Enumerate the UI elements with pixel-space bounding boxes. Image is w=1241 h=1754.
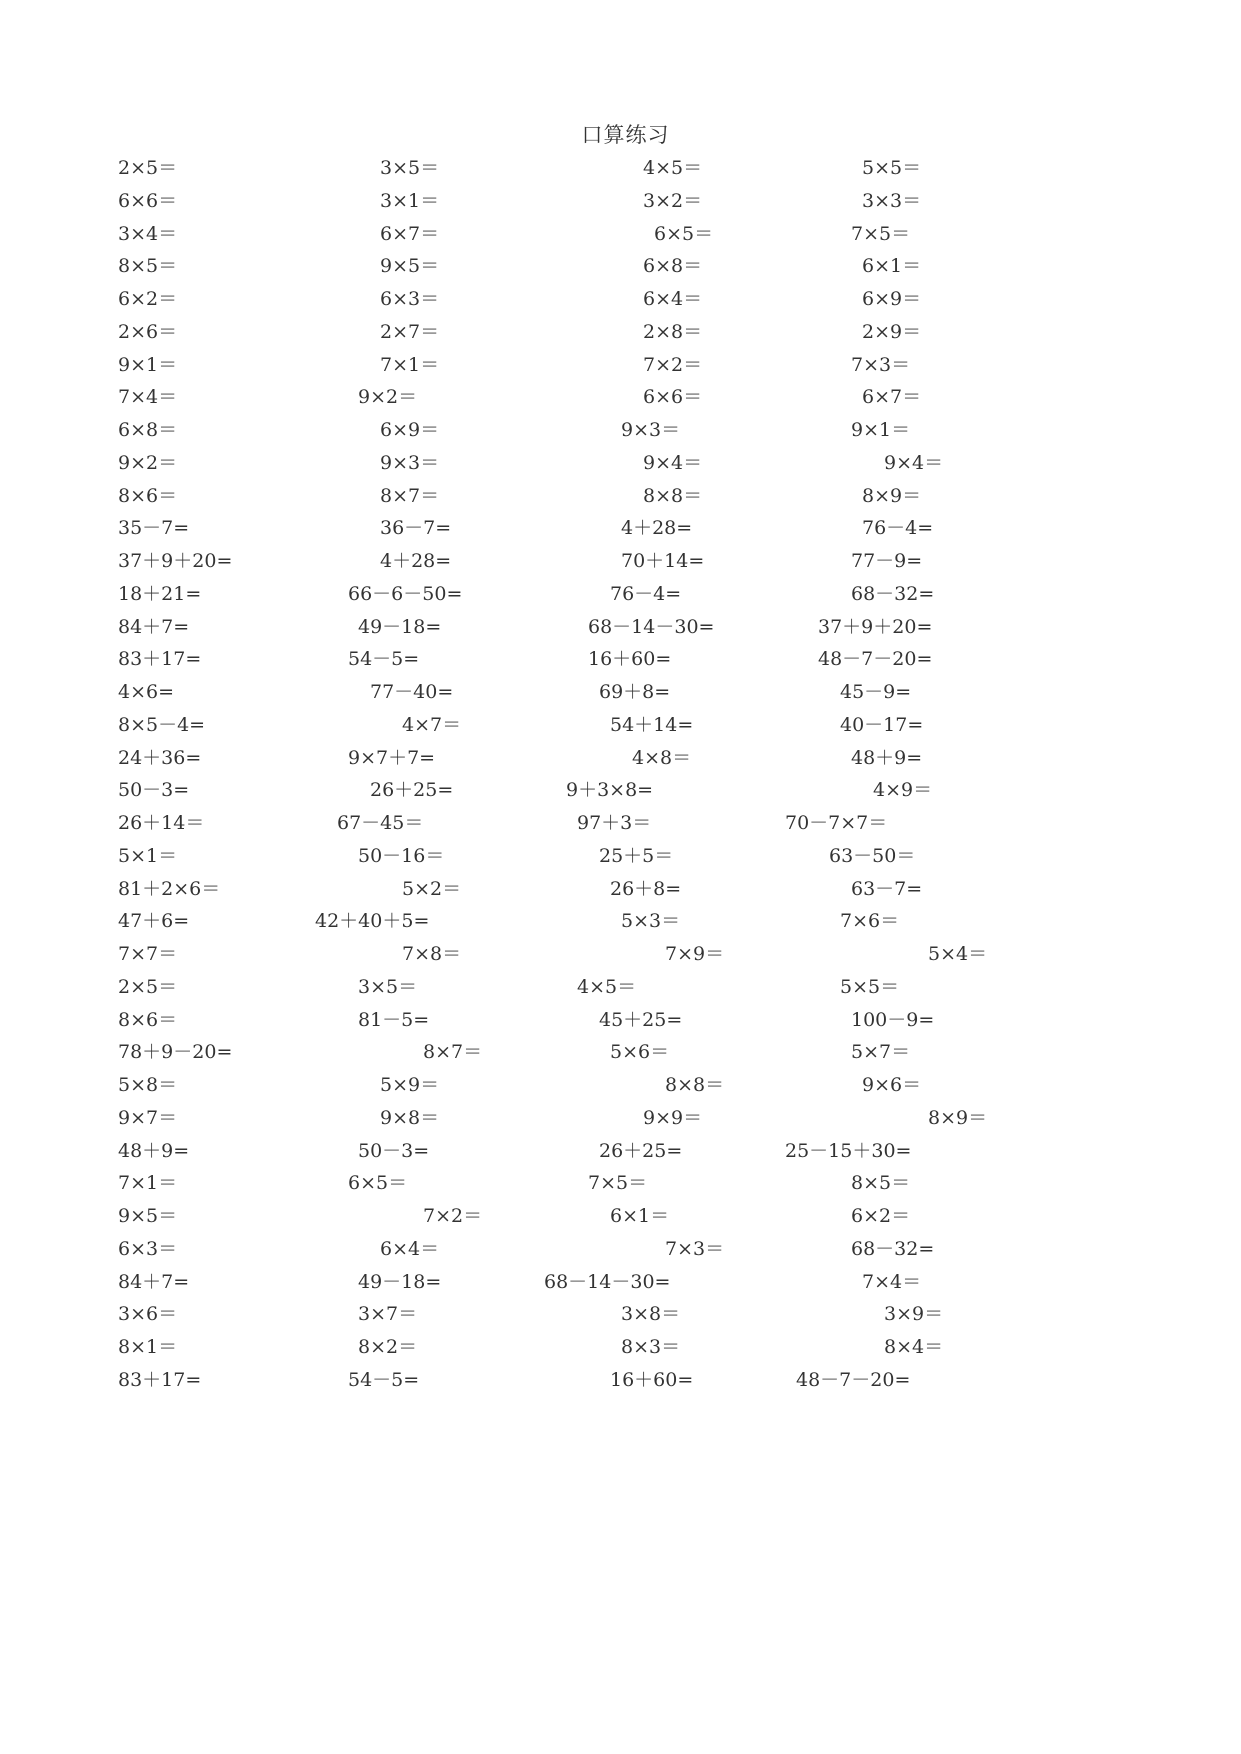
exercise-item: 7×4＝ <box>118 386 178 409</box>
exercise-item: 8×1＝ <box>118 1336 178 1358</box>
exercise-item: 6×6＝ <box>118 189 178 212</box>
exercise-item: 70＋14= <box>621 550 705 572</box>
exercise-item: 9×1＝ <box>118 353 178 376</box>
exercise-item: 50－3= <box>118 779 190 802</box>
exercise-item: 6×1＝ <box>610 1205 670 1227</box>
exercise-item: 7×6＝ <box>840 910 900 933</box>
exercise-row <box>0 1036 1241 1069</box>
exercise-row <box>0 414 1241 447</box>
exercise-row <box>0 381 1241 414</box>
exercise-item: 6×9＝ <box>380 419 440 441</box>
exercise-item: 81＋2×6＝ <box>118 877 221 900</box>
exercise-item: 8×6＝ <box>118 1008 178 1031</box>
exercise-item: 3×7＝ <box>358 1303 418 1326</box>
exercise-item: 5×5＝ <box>840 975 900 998</box>
exercise-row <box>0 742 1241 775</box>
exercise-item: 6×6＝ <box>643 386 703 409</box>
exercise-row <box>0 1331 1241 1364</box>
exercise-row <box>0 349 1241 382</box>
exercise-item: 2×7＝ <box>380 320 440 343</box>
page-title: 口算练习 <box>581 123 670 147</box>
exercise-item: 8×4＝ <box>884 1336 944 1358</box>
exercise-item: 69＋8= <box>599 681 671 703</box>
exercise-item: 9×3＝ <box>621 419 681 441</box>
exercise-item: 81－5= <box>358 1008 430 1031</box>
exercise-item: 7×4＝ <box>862 1270 922 1293</box>
exercise-item: 6×7＝ <box>380 222 440 245</box>
exercise-item: 68－14－30= <box>588 615 715 638</box>
exercise-item: 8×5＝ <box>851 1172 911 1195</box>
exercise-item: 50－16＝ <box>358 844 445 867</box>
exercise-row <box>0 447 1241 480</box>
exercise-item: 5×2＝ <box>402 877 462 900</box>
exercise-item: 68－14－30= <box>544 1270 671 1293</box>
exercise-item: 25－15＋30= <box>785 1139 912 1162</box>
exercise-item: 63－50＝ <box>829 844 916 867</box>
exercise-item: 9×2＝ <box>118 451 178 474</box>
exercise-item: 77－40= <box>370 681 454 703</box>
exercise-item: 3×1＝ <box>380 189 440 212</box>
exercise-item: 5×8＝ <box>118 1074 178 1096</box>
exercise-item: 9×5＝ <box>380 255 440 278</box>
exercise-row <box>0 218 1241 251</box>
exercise-item: 47＋6= <box>118 910 190 933</box>
exercise-item: 7×3＝ <box>665 1237 725 1260</box>
exercise-item: 3×8＝ <box>621 1303 681 1326</box>
exercise-row <box>0 709 1241 742</box>
exercise-item: 6×9＝ <box>862 288 922 310</box>
exercise-item: 2×5＝ <box>118 975 178 998</box>
exercise-item: 50－3= <box>358 1139 430 1162</box>
exercise-item: 84＋7= <box>118 1270 190 1293</box>
exercise-item: 8×2＝ <box>358 1336 418 1358</box>
exercise-row <box>0 1266 1241 1299</box>
exercise-item: 9×9＝ <box>643 1106 703 1129</box>
exercise-row <box>0 971 1241 1004</box>
exercise-item: 3×6＝ <box>118 1303 178 1326</box>
exercise-item: 7×7＝ <box>118 943 178 965</box>
exercise-item: 8×8＝ <box>665 1074 725 1096</box>
exercise-item: 63－7= <box>851 877 923 900</box>
exercise-item: 5×1＝ <box>118 844 178 867</box>
exercise-item: 8×3＝ <box>621 1336 681 1358</box>
exercise-item: 68－32= <box>851 1237 935 1260</box>
exercise-item: 76－4= <box>862 517 934 540</box>
exercise-row <box>0 873 1241 906</box>
exercise-row <box>0 1167 1241 1200</box>
exercise-item: 6×8＝ <box>118 419 178 441</box>
exercise-item: 45－9= <box>840 681 912 703</box>
exercise-item: 83＋17= <box>118 1368 202 1391</box>
exercise-item: 7×1＝ <box>380 353 440 376</box>
exercise-item: 16＋60= <box>610 1368 694 1391</box>
exercise-item: 76－4= <box>610 582 682 605</box>
exercise-item: 25＋5＝ <box>599 844 674 867</box>
exercise-item: 26＋25= <box>370 779 454 802</box>
exercise-row <box>0 578 1241 611</box>
exercise-item: 2×8＝ <box>643 320 703 343</box>
exercise-item: 77－9= <box>851 550 923 572</box>
exercise-row <box>0 283 1241 316</box>
exercise-item: 9×4＝ <box>884 451 944 474</box>
exercise-item: 40－17= <box>840 713 924 736</box>
exercise-item: 8×7＝ <box>380 484 440 507</box>
exercise-item: 45＋25= <box>599 1008 683 1031</box>
exercise-item: 7×8＝ <box>402 943 462 965</box>
exercise-row <box>0 807 1241 840</box>
exercise-item: 8×5－4= <box>118 713 206 736</box>
exercise-item: 54＋14= <box>610 713 694 736</box>
exercise-item: 7×1＝ <box>118 1172 178 1195</box>
exercise-item: 7×3＝ <box>851 353 911 376</box>
exercise-item: 7×5＝ <box>851 222 911 245</box>
exercise-item: 7×5＝ <box>588 1172 648 1195</box>
exercise-item: 6×3＝ <box>380 288 440 310</box>
exercise-row <box>0 185 1241 218</box>
exercise-row <box>0 316 1241 349</box>
exercise-item: 84＋7= <box>118 615 190 638</box>
exercise-item: 6×5＝ <box>654 222 714 245</box>
exercise-item: 8×8＝ <box>643 484 703 507</box>
exercise-row <box>0 1102 1241 1135</box>
exercise-item: 83＋17= <box>118 648 202 671</box>
exercise-item: 54－5= <box>348 1368 420 1391</box>
exercise-item: 4×5＝ <box>577 975 637 998</box>
exercise-item: 6×2＝ <box>118 288 178 310</box>
exercise-item: 48－7－20= <box>796 1368 911 1391</box>
exercise-item: 4×5＝ <box>643 157 703 179</box>
exercise-item: 9×1＝ <box>851 419 911 441</box>
exercise-row <box>0 480 1241 513</box>
exercise-item: 18＋21= <box>118 582 202 605</box>
exercise-item: 5×6＝ <box>610 1041 670 1064</box>
exercise-item: 5×7＝ <box>851 1041 911 1064</box>
exercise-row <box>0 250 1241 283</box>
exercise-row <box>0 1364 1241 1397</box>
exercise-item: 5×5＝ <box>862 157 922 179</box>
exercise-item: 3×5＝ <box>380 157 440 179</box>
exercise-item: 9×3＝ <box>380 451 440 474</box>
exercise-row <box>0 1069 1241 1102</box>
exercise-item: 26＋14＝ <box>118 812 205 834</box>
exercise-item: 9×7＝ <box>118 1106 178 1129</box>
exercise-item: 2×5＝ <box>118 157 178 179</box>
exercise-row <box>0 676 1241 709</box>
exercise-item: 6×1＝ <box>862 255 922 278</box>
exercise-row <box>0 774 1241 807</box>
exercise-item: 6×5＝ <box>348 1172 408 1195</box>
exercise-item: 66－6－50= <box>348 582 463 605</box>
exercise-row <box>0 1200 1241 1233</box>
exercise-item: 54－5= <box>348 648 420 671</box>
exercise-item: 6×4＝ <box>380 1237 440 1260</box>
exercise-item: 4×6= <box>118 681 175 703</box>
exercise-item: 37＋9＋20= <box>818 615 933 638</box>
exercise-item: 2×9＝ <box>862 320 922 343</box>
exercise-item: 42＋40＋5= <box>315 910 430 933</box>
exercise-item: 48＋9= <box>118 1139 190 1162</box>
exercise-item: 9×2＝ <box>358 386 418 409</box>
exercise-item: 36－7= <box>380 517 452 540</box>
exercise-item: 37＋9＋20= <box>118 550 233 572</box>
exercise-item: 3×3＝ <box>862 189 922 212</box>
exercise-item: 26＋8= <box>610 877 682 900</box>
exercise-item: 3×5＝ <box>358 975 418 998</box>
exercise-item: 26＋25= <box>599 1139 683 1162</box>
exercise-item: 16＋60= <box>588 648 672 671</box>
exercise-item: 4×8＝ <box>632 746 692 769</box>
exercise-item: 78＋9－20= <box>118 1041 233 1064</box>
exercise-row <box>0 152 1241 185</box>
exercise-item: 8×9＝ <box>928 1106 988 1129</box>
exercise-item: 6×4＝ <box>643 288 703 310</box>
exercise-item: 7×2＝ <box>423 1205 483 1227</box>
exercise-grid <box>0 152 1241 1397</box>
exercise-item: 8×7＝ <box>423 1041 483 1064</box>
exercise-item: 3×4＝ <box>118 222 178 245</box>
exercise-item: 3×2＝ <box>643 189 703 212</box>
exercise-item: 9×6＝ <box>862 1074 922 1096</box>
exercise-item: 8×9＝ <box>862 484 922 507</box>
exercise-item: 48＋9= <box>851 746 923 769</box>
exercise-item: 9×5＝ <box>118 1205 178 1227</box>
exercise-item: 24＋36= <box>118 746 202 769</box>
exercise-row <box>0 905 1241 938</box>
exercise-row <box>0 545 1241 578</box>
exercise-item: 4×7＝ <box>402 713 462 736</box>
exercise-item: 48－7－20= <box>818 648 933 671</box>
exercise-row <box>0 1233 1241 1266</box>
exercise-row <box>0 840 1241 873</box>
exercise-item: 3×9＝ <box>884 1303 944 1326</box>
exercise-item: 97＋3＝ <box>577 812 652 834</box>
exercise-row <box>0 1135 1241 1168</box>
exercise-item: 6×8＝ <box>643 255 703 278</box>
exercise-row <box>0 611 1241 644</box>
exercise-item: 68－32= <box>851 582 935 605</box>
exercise-item: 70－7×7＝ <box>785 812 888 834</box>
exercise-row <box>0 643 1241 676</box>
exercise-item: 9×8＝ <box>380 1106 440 1129</box>
exercise-item: 49－18= <box>358 1270 442 1293</box>
exercise-item: 6×3＝ <box>118 1237 178 1260</box>
exercise-item: 2×6＝ <box>118 320 178 343</box>
exercise-row <box>0 938 1241 971</box>
exercise-item: 100－9= <box>851 1008 935 1031</box>
exercise-item: 9×4＝ <box>643 451 703 474</box>
exercise-item: 67－45＝ <box>337 812 424 834</box>
exercise-item: 6×2＝ <box>851 1205 911 1227</box>
exercise-item: 4×9＝ <box>873 779 933 802</box>
exercise-item: 5×3＝ <box>621 910 681 933</box>
exercise-item: 6×7＝ <box>862 386 922 409</box>
exercise-item: 9×7＋7= <box>348 746 436 769</box>
exercise-row <box>0 1004 1241 1037</box>
exercise-item: 4＋28= <box>621 517 693 540</box>
exercise-row <box>0 1298 1241 1331</box>
exercise-item: 5×9＝ <box>380 1074 440 1096</box>
exercise-row <box>0 512 1241 545</box>
exercise-item: 7×2＝ <box>643 353 703 376</box>
exercise-item: 5×4＝ <box>928 943 988 965</box>
exercise-item: 4＋28= <box>380 550 452 572</box>
exercise-item: 35－7= <box>118 517 190 540</box>
exercise-item: 8×6＝ <box>118 484 178 507</box>
exercise-item: 9＋3×8= <box>566 779 654 802</box>
exercise-item: 7×9＝ <box>665 943 725 965</box>
exercise-item: 8×5＝ <box>118 255 178 278</box>
exercise-item: 49－18= <box>358 615 442 638</box>
